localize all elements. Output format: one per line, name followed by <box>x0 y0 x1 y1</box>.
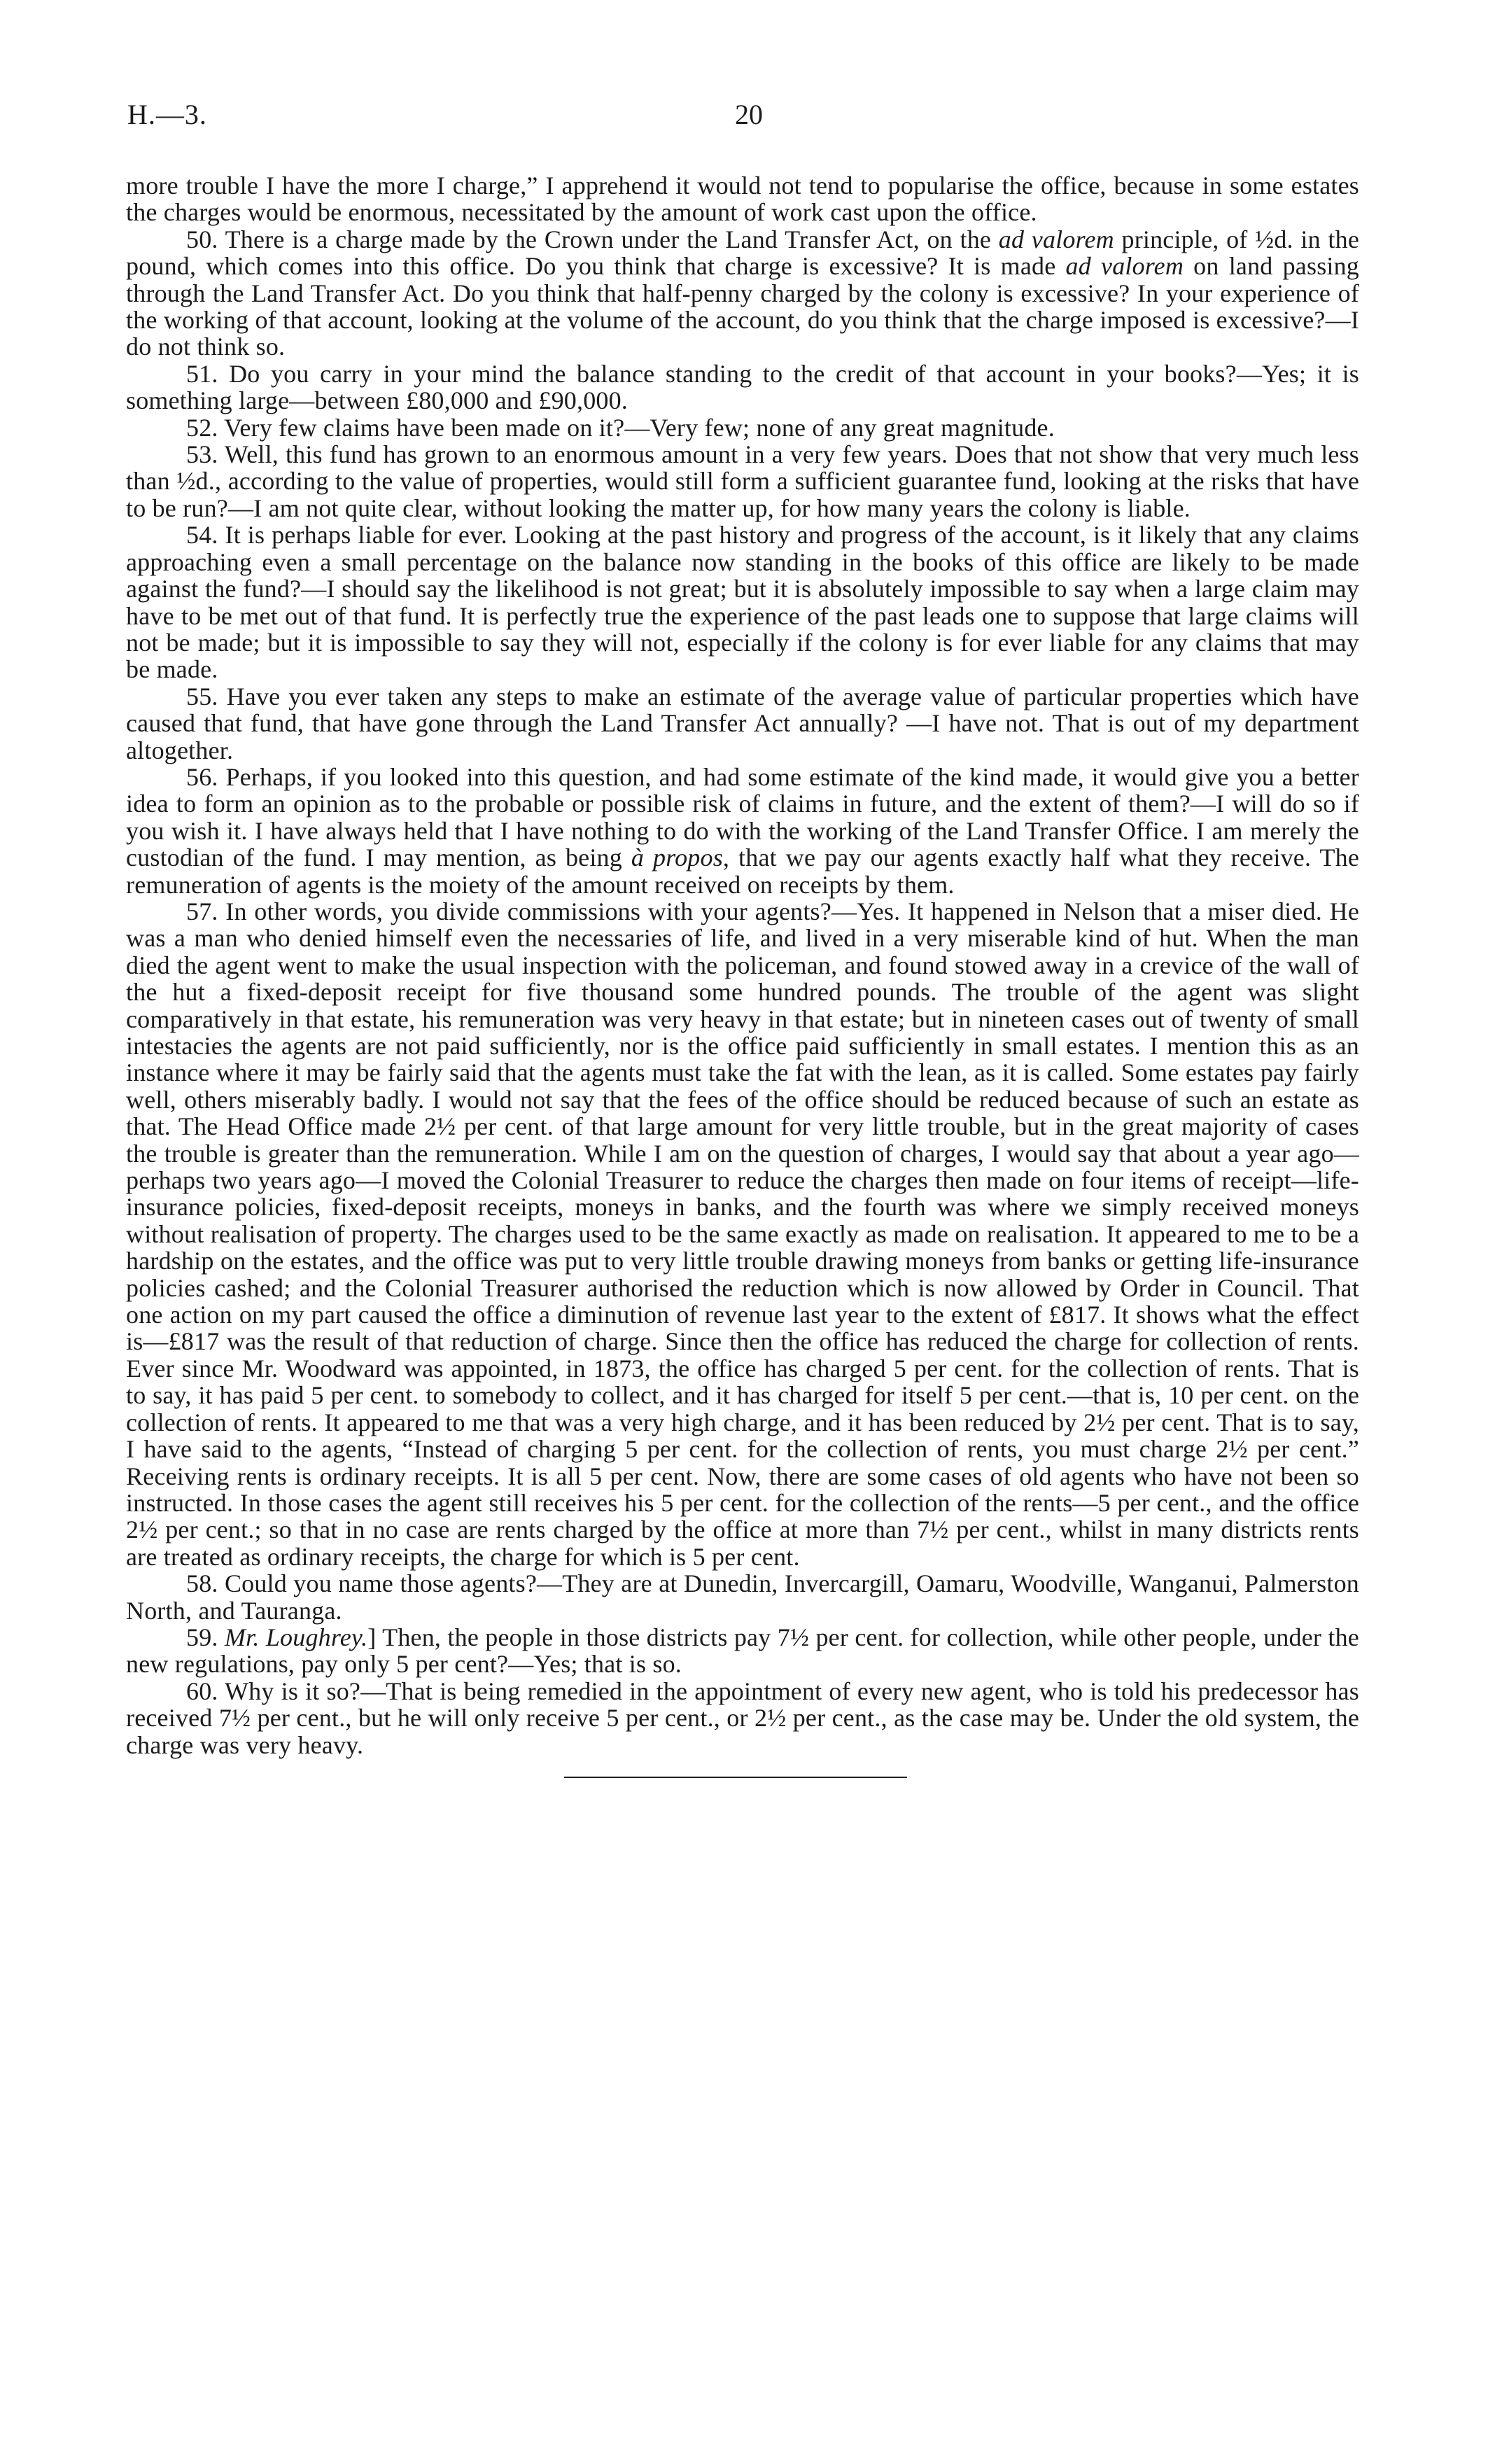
italic-phrase: ad valorem <box>1065 252 1184 281</box>
paragraph-q50 <box>126 226 1359 360</box>
paragraph-text: 53. Well, this fund has grown to an enormous amount in a very few years. Does that not show that very much less than ½d., according to the value of properties, would still form a sufficient guarantee fund, looking at the risks that have to be run?—I am not quite clear, without looking the matter up, for how many years the colony is liable. <box>126 440 1359 522</box>
speaker-name: Mr. Loughrey. <box>224 1623 368 1651</box>
paper-code: H.—3. <box>127 99 207 130</box>
paragraph-text: principle, of ½d. in the pound, which comes into this office. Do you think that charge is excessive? It is made <box>126 225 1360 281</box>
paragraph-q52 <box>126 414 1359 441</box>
italic-phrase: ad valorem <box>998 225 1114 253</box>
paragraph-text: 54. It is perhaps liable for ever. Looking at the past history and progress of the account, is it likely that any claims approaching even a small percentage on the balance now standing in the books of this office are likely to be made against the fund?—I should say the likelihood is not great; but it is absolutely impossible to say when a large claim may have to be met out of that fund. It is perfectly true the experience of the past leads one to suppose that large claims will not be made; but it is impossible to say they will not, especially if the colony is for ever liable for any claims that may be made. <box>126 521 1359 684</box>
paragraph-text: 58. Could you name those agents?—They are at Dunedin, Invercargill, Oamaru, Woodville, Wanganui, Palmerston North, and Tauranga. <box>126 1569 1359 1625</box>
body-text <box>126 172 1359 1778</box>
paragraph-q57 <box>126 898 1359 1570</box>
paragraph-text: 56. Perhaps, if you looked into this question, and had some estimate of the kind made, it would give you a better idea to form an opinion as to the probable or possible risk of claims in future, and the extent of them?—I will do so if you wish it. I have always held that I have nothing to do with the working of the Land Transfer Office. I am merely the custodian of the fund. I may mention, as being <box>126 762 1359 872</box>
paragraph-text: 60. Why is it so?—That is being remedied in the appointment of every new agent, who is told his predecessor has received 7½ per cent., but he will only receive 5 per cent., or 2½ per cent., as the case may be. Under the old system, the charge was very heavy. <box>126 1676 1359 1759</box>
paragraph-text: 59. <box>186 1623 225 1651</box>
paragraph-q56 <box>126 764 1359 898</box>
page-number: 20 <box>735 99 763 130</box>
paragraph-q55 <box>126 683 1359 764</box>
paragraph-q60 <box>126 1678 1359 1758</box>
paragraph-q58 <box>126 1570 1359 1624</box>
italic-phrase: à propos <box>631 844 723 872</box>
paragraph-text: more trouble I have the more I charge,” I apprehend it would not tend to popularise the office, because in some estates the charges would be enormous, necessitated by the amount of work cast upon the office. <box>126 172 1359 227</box>
paragraph-text: 52. Very few claims have been made on it?—Very few; none of any great magnitude. <box>186 413 1055 442</box>
section-end-rule <box>564 1777 907 1778</box>
paragraph-text: , that we pay our agents exactly half what they receive. The remuneration of agents is the moiety of the amount received on receipts by them. <box>126 844 1360 899</box>
paragraph-text: 50. There is a charge made by the Crown under the Land Transfer Act, on the <box>186 225 999 253</box>
running-head <box>127 98 1359 133</box>
paragraph-q54 <box>126 522 1359 682</box>
paragraph-q59 <box>126 1624 1359 1678</box>
paragraph-q51 <box>126 360 1359 414</box>
paragraph-q53 <box>126 441 1359 522</box>
paragraph-continuation <box>126 172 1359 226</box>
paragraph-text: on land passing through the Land Transfer Act. Do you think that half-penny charged by the colony is excessive? In your experience of the working of that account, looking at the volume of the account, do you think that the charge imposed is excessive?—I do not think so. <box>126 252 1359 361</box>
paragraph-text: 57. In other words, you divide commissions with your agents?—Yes. It happened in Nelson that a miser died. He was a man who denied himself even the necessaries of life, and lived in a very miserable kind of hut. When the man died the agent went to make the usual inspection with the policeman, and found stowed away in a crevice of the wall of the hut a fixed-deposit receipt for five thousand some hundred pounds. The trouble of the agent was slight comparatively in that estate, his remuneration was very heavy in that estate; but in nineteen cases out of twenty of small intestacies the agents are not paid sufficiently, nor is the office paid sufficiently in small estates. I mention this as an instance where it may be fairly said that the agents must take the fat with the lean, as it is called. Some estates pay fairly well, others miserably badly. I would not say that the fees of the office should be reduced because of such an estate as that. The Head Office made 2½ per cent. of that large amount for very little trouble, but in the great majority of cases the trouble is greater than the remuneration. While I am on the question of charges, I would say that about a year ago—perhaps two years ago—I moved the Colonial Treasurer to reduce the charges then made on four items of receipt—life-insurance policies, fixed-deposit receipts, moneys in banks, and the fourth was where we simply received moneys without realisation of property. The charges used to be the same exactly as made on realisation. It appeared to me to be a hardship on the estates, and the office was put to very little trouble drawing moneys from banks or getting life-insurance policies cashed; and the Colonial Treasurer authorised the reduction which is now allowed by Order in Council. That one action on my part caused the office a diminution of revenue last year to the extent of £817. It shows what the effect is—£817 was the result of that reduction of charge. Since then the office has reduced the charge for collection of rents. Ever since Mr. Woodward was appointed, in 1873, the office has charged 5 per cent. for the collection of rents. That is to say, it has paid 5 per cent. to somebody to collect, and it has charged for itself 5 per cent.—that is, 10 per cent. on the collection of rents. It appeared to me that was a very high charge, and it has been reduced by 2½ per cent. That is to say, I have said to the agents, “Instead of charging 5 per cent. for the collection of rents, you must charge 2½ per cent.” Receiving rents is ordinary receipts. It is all 5 per cent. Now, there are some cases of old agents who have not been so instructed. In those cases the agent still receives his 5 per cent. for the collection of the rents—5 per cent., and the office 2½ per cent.; so that in no case are rents charged by the office at more than 7½ per cent., whilst in many districts rents are treated as ordinary receipts, the charge for which is 5 per cent. <box>126 897 1359 1571</box>
paragraph-text: 55. Have you ever taken any steps to make an estimate of the average value of particular properties which have caused that fund, that have gone through the Land Transfer Act annually? —I have not. That is out of my department altogether. <box>126 682 1359 764</box>
paragraph-text: 51. Do you carry in your mind the balance standing to the credit of that account in your books?—Yes; it is something large—between £80,000 and £90,000. <box>126 359 1359 415</box>
paragraph-text: ] Then, the people in those districts pay 7½ per cent. for collection, while other people, under the new regulations, pay only 5 per cent?—Yes; that is so. <box>126 1623 1359 1679</box>
